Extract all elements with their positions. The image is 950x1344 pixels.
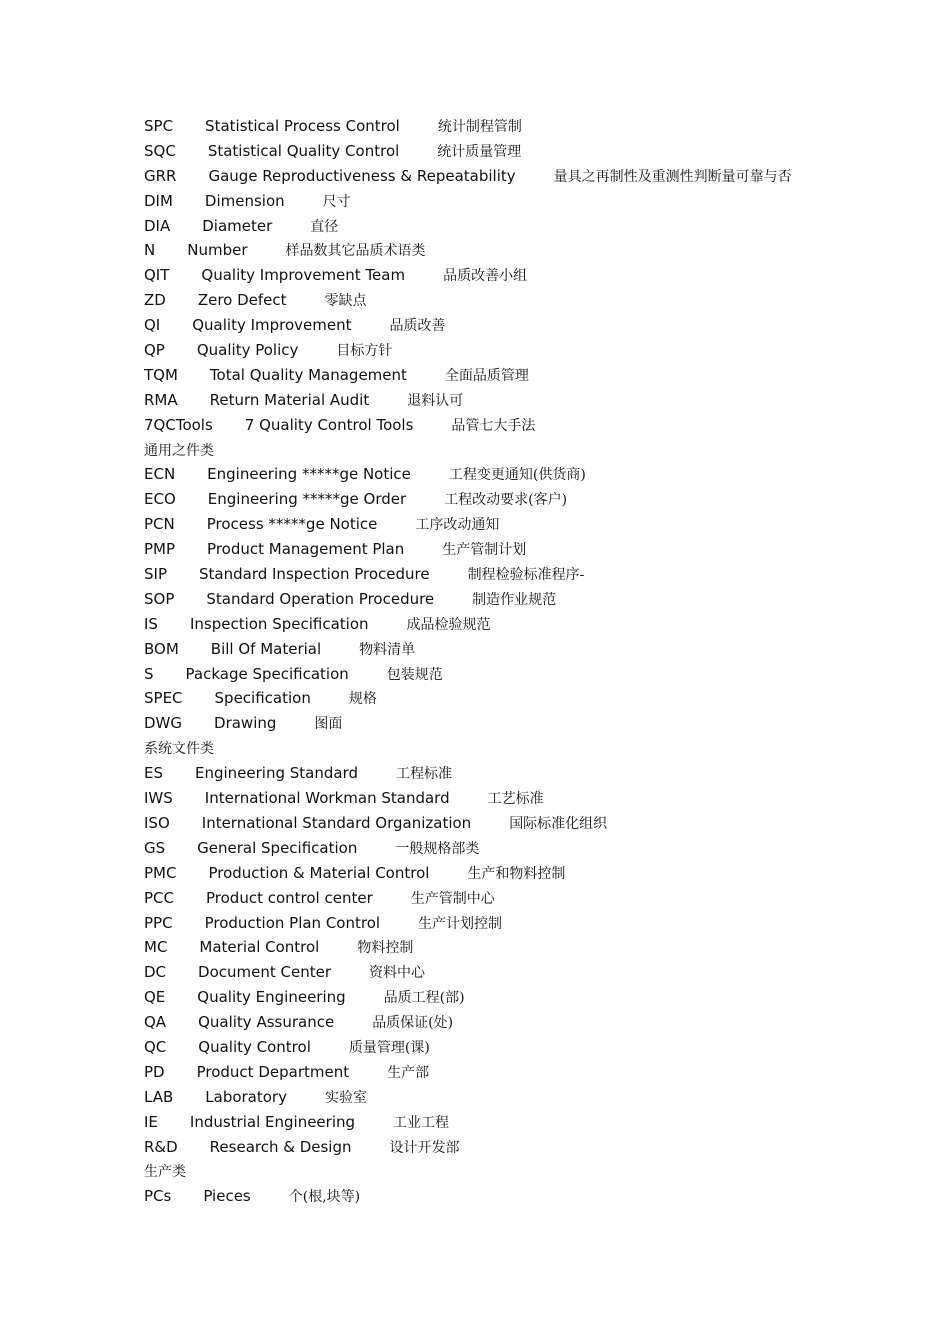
glossary-row — [144, 338, 924, 363]
term-abbreviation: LAB — [144, 1087, 174, 1106]
term-abbreviation: QA — [144, 1013, 167, 1032]
term-english: Standard Inspection Procedure — [199, 565, 430, 584]
term-english: Pieces — [203, 1187, 251, 1206]
term-chinese: 统计制程管制 — [437, 119, 522, 135]
term-abbreviation: DC — [144, 963, 167, 982]
term-chinese: 目标方针 — [336, 343, 393, 360]
glossary-row — [144, 214, 924, 239]
term-chinese: 全面品质管理 — [444, 367, 529, 384]
glossary-row — [144, 1010, 924, 1035]
glossary-row — [144, 911, 924, 936]
term-abbreviation: PCs — [144, 1187, 172, 1206]
term-english: Product Department — [196, 1062, 350, 1081]
term-chinese: 品质保证(处) — [372, 1015, 454, 1032]
term-english: Document Center — [198, 963, 331, 982]
glossary-row — [144, 487, 924, 512]
term-english: Quality Policy — [196, 341, 299, 360]
glossary-row — [144, 711, 924, 736]
glossary-row — [144, 238, 924, 263]
term-abbreviation: PMP — [144, 540, 176, 559]
term-english: Return Material Audit — [209, 390, 370, 409]
glossary-row — [144, 462, 924, 487]
term-english: Diameter — [202, 216, 273, 235]
glossary-row — [144, 1085, 924, 1110]
term-abbreviation: QIT — [144, 266, 170, 285]
glossary-row — [144, 189, 924, 214]
term-english: Engineering *****ge Notice — [207, 465, 411, 484]
glossary-row — [144, 363, 924, 388]
term-chinese: 工程变更通知(供货商) — [448, 467, 586, 484]
term-abbreviation: ZD — [144, 291, 166, 310]
term-abbreviation: PPC — [144, 913, 173, 932]
term-english: 7 Quality Control Tools — [244, 415, 414, 434]
term-english: Quality Control — [198, 1037, 311, 1056]
term-chinese: 工序改动通知 — [415, 517, 500, 534]
glossary-row — [144, 1184, 924, 1209]
glossary-row — [144, 960, 924, 985]
glossary-row — [144, 686, 924, 711]
term-abbreviation: N — [144, 241, 156, 260]
term-chinese: 工程标准 — [396, 766, 453, 783]
glossary-row — [144, 1060, 924, 1085]
section-heading: 通用之件类 — [144, 442, 214, 459]
glossary-row — [144, 537, 924, 562]
term-chinese: 设计开发部 — [389, 1139, 460, 1156]
term-english: Package Specification — [185, 664, 349, 683]
term-english: Quality Improvement Team — [201, 266, 406, 285]
term-abbreviation: BOM — [144, 639, 179, 658]
glossary-row — [144, 811, 924, 836]
term-chinese: 制程检验标准程序- — [467, 567, 585, 584]
term-chinese: 尺寸 — [322, 193, 351, 210]
term-abbreviation: QE — [144, 988, 166, 1007]
term-chinese: 生产管制计划 — [442, 542, 527, 559]
term-english: Production Plan Control — [204, 913, 381, 932]
glossary-row — [144, 587, 924, 612]
term-chinese: 生产部 — [387, 1064, 430, 1081]
glossary-row — [144, 935, 924, 960]
term-abbreviation: DIA — [144, 216, 171, 235]
term-english: Inspection Specification — [189, 614, 369, 633]
term-abbreviation: IE — [144, 1112, 158, 1131]
term-abbreviation: DIM — [144, 191, 173, 210]
glossary-row — [144, 288, 924, 313]
term-chinese: 工艺标准 — [487, 791, 544, 808]
term-english: Laboratory — [205, 1087, 287, 1106]
term-english: Specification — [214, 689, 311, 708]
term-abbreviation: S — [144, 664, 154, 683]
term-english: Material Control — [199, 938, 320, 957]
term-chinese: 物料控制 — [357, 940, 414, 957]
term-english: Quality Improvement — [192, 316, 352, 335]
term-chinese: 零缺点 — [324, 293, 367, 310]
term-chinese: 工程改动要求(客户) — [444, 492, 568, 509]
term-chinese: 包装规范 — [386, 666, 443, 683]
term-abbreviation: QI — [144, 316, 161, 335]
glossary-row — [144, 836, 924, 861]
term-english: Quality Assurance — [198, 1013, 335, 1032]
term-english: Dimension — [204, 191, 285, 210]
term-chinese: 工业工程 — [393, 1114, 450, 1131]
term-english: Bill Of Material — [210, 639, 322, 658]
glossary-list — [144, 114, 924, 1209]
term-chinese: 制造作业规范 — [472, 591, 557, 608]
term-chinese: 品管七大手法 — [451, 417, 536, 434]
term-chinese: 样品数其它品质术语类 — [285, 243, 426, 260]
term-english: Process *****ge Notice — [206, 515, 378, 534]
term-english: Product control center — [206, 888, 373, 907]
term-abbreviation: QC — [144, 1037, 167, 1056]
term-chinese: 品质改善小组 — [443, 268, 528, 285]
term-abbreviation: ISO — [144, 813, 170, 832]
term-chinese: 资料中心 — [369, 965, 425, 982]
term-english: Research & Design — [209, 1137, 352, 1156]
term-abbreviation: DWG — [144, 714, 183, 733]
term-abbreviation: R&D — [144, 1137, 178, 1156]
term-abbreviation: GRR — [144, 166, 177, 185]
term-english: Statistical Process Control — [205, 117, 400, 135]
term-abbreviation: PD — [144, 1062, 165, 1081]
glossary-row — [144, 139, 924, 164]
term-english: Engineering *****ge Order — [207, 490, 407, 509]
term-english: Gauge Reproductiveness & Repeatability — [208, 166, 516, 185]
term-chinese: 品质改善 — [389, 318, 446, 335]
glossary-row — [144, 786, 924, 811]
term-chinese: 成品检验规范 — [406, 616, 491, 633]
glossary-row — [144, 413, 924, 438]
term-english: Product Management Plan — [207, 540, 405, 559]
term-abbreviation: ES — [144, 764, 163, 783]
term-abbreviation: RMA — [144, 390, 178, 409]
term-chinese: 一般规格部类 — [395, 840, 480, 857]
term-abbreviation: SOP — [144, 589, 175, 608]
term-english: Number — [187, 241, 248, 260]
term-english: Industrial Engineering — [189, 1112, 356, 1131]
term-english: Zero Defect — [197, 291, 287, 310]
term-chinese: 直径 — [310, 218, 339, 235]
term-abbreviation: SQC — [144, 141, 176, 160]
section-heading: 系统文件类 — [144, 741, 214, 758]
term-abbreviation: ECN — [144, 465, 176, 484]
term-abbreviation: IS — [144, 614, 158, 633]
term-english: Production & Material Control — [208, 863, 430, 882]
glossary-row — [144, 662, 924, 687]
term-english: International Standard Organization — [201, 813, 472, 832]
term-chinese: 质量管理(课) — [348, 1039, 430, 1056]
term-abbreviation: SIP — [144, 565, 167, 584]
term-abbreviation: QP — [144, 341, 165, 360]
term-abbreviation: PCN — [144, 515, 175, 534]
glossary-row — [144, 512, 924, 537]
glossary-row — [144, 388, 924, 413]
glossary-row — [144, 761, 924, 786]
term-chinese: 品质工程(部) — [383, 990, 465, 1007]
glossary-row — [144, 886, 924, 911]
term-chinese: 生产和物料控制 — [467, 865, 566, 882]
term-english: General Specification — [197, 838, 358, 857]
glossary-row — [144, 114, 924, 139]
term-abbreviation: SPEC — [144, 689, 183, 708]
section-heading: 生产类 — [144, 1164, 186, 1181]
term-chinese: 实验室 — [324, 1089, 367, 1106]
term-abbreviation: PMC — [144, 863, 177, 882]
glossary-row — [144, 1035, 924, 1060]
term-abbreviation: MC — [144, 938, 168, 957]
glossary-row — [144, 1135, 924, 1160]
term-abbreviation: SPC — [144, 117, 174, 135]
glossary-row — [144, 861, 924, 886]
glossary-row — [144, 263, 924, 288]
term-chinese: 统计质量管理 — [437, 143, 522, 160]
glossary-row — [144, 164, 924, 189]
term-english: Standard Operation Procedure — [206, 589, 435, 608]
term-abbreviation: TQM — [144, 365, 178, 384]
term-chinese: 规格 — [348, 691, 377, 708]
term-abbreviation: ECO — [144, 490, 176, 509]
term-abbreviation: PCC — [144, 888, 174, 907]
glossary-row — [144, 562, 924, 587]
term-english: Statistical Quality Control — [207, 141, 400, 160]
term-english: Quality Engineering — [197, 988, 346, 1007]
glossary-row — [144, 985, 924, 1010]
term-chinese: 生产管制中心 — [410, 890, 495, 907]
term-chinese: 国际标准化组织 — [509, 815, 608, 832]
term-chinese: 物料清单 — [359, 641, 416, 658]
term-abbreviation: 7QCTools — [144, 415, 213, 434]
term-chinese: 图面 — [314, 716, 343, 733]
term-abbreviation: GS — [144, 838, 166, 857]
term-chinese: 生产计划控制 — [418, 915, 503, 932]
glossary-row — [144, 313, 924, 338]
term-english: International Workman Standard — [204, 789, 450, 808]
term-english: Total Quality Management — [209, 365, 407, 384]
term-chinese: 量具之再制性及重测性判断量可靠与否 — [553, 168, 792, 185]
term-chinese: 退料认可 — [407, 392, 464, 409]
glossary-row — [144, 1110, 924, 1135]
term-english: Engineering Standard — [195, 764, 359, 783]
term-abbreviation: IWS — [144, 789, 173, 808]
glossary-row — [144, 612, 924, 637]
term-chinese: 个(根,块等) — [288, 1189, 361, 1206]
glossary-row — [144, 637, 924, 662]
term-english: Drawing — [214, 714, 277, 733]
